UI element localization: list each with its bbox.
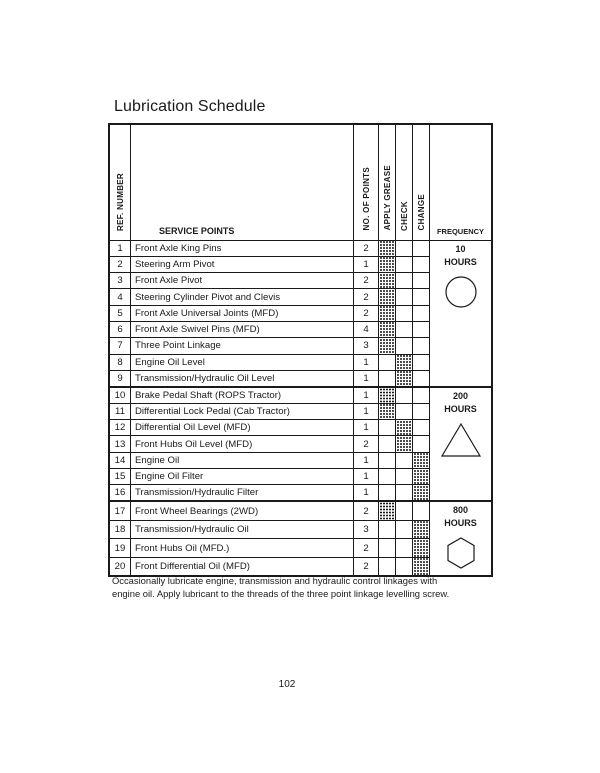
frequency-value: 800: [452, 505, 469, 516]
header-no-of-points-label: NO. OF POINTS: [361, 167, 371, 231]
change-cell: [413, 469, 430, 485]
frequency-cell: [430, 240, 493, 387]
no-of-points-cell: 2: [354, 305, 379, 321]
apply-grease-cell: [379, 273, 396, 289]
header-change-label: CHANGE: [416, 194, 426, 231]
ref-number-cell: 10: [109, 387, 131, 404]
frequency-value: 200: [452, 390, 469, 401]
check-cell: [396, 501, 413, 520]
check-cell: [396, 469, 413, 485]
service-point-cell: Steering Cylinder Pivot and Clevis: [131, 289, 354, 305]
service-point-cell: Transmission/Hydraulic Oil Level: [131, 370, 354, 387]
ref-number-cell: 5: [109, 305, 131, 321]
ref-number-cell: 11: [109, 403, 131, 419]
lubrication-schedule-table: [108, 123, 493, 577]
change-cell: [413, 420, 430, 436]
table-row: [109, 387, 492, 404]
check-cell: [396, 289, 413, 305]
apply-grease-cell: [379, 289, 396, 305]
header-frequency: FREQUENCY: [430, 124, 493, 240]
ref-number-cell: 8: [109, 354, 131, 370]
no-of-points-cell: 2: [354, 273, 379, 289]
ref-number-cell: 2: [109, 256, 131, 272]
check-cell: [396, 387, 413, 404]
change-cell: [413, 240, 430, 256]
apply-grease-cell: [379, 240, 396, 256]
no-of-points-cell: 1: [354, 370, 379, 387]
change-cell: [413, 387, 430, 404]
no-of-points-cell: 2: [354, 240, 379, 256]
change-cell: [413, 403, 430, 419]
frequency-unit: HOURS: [444, 256, 477, 267]
change-cell: [413, 338, 430, 354]
no-of-points-cell: 3: [354, 520, 379, 539]
no-of-points-cell: 1: [354, 420, 379, 436]
table-body: [109, 240, 492, 576]
no-of-points-cell: 4: [354, 321, 379, 337]
apply-grease-cell: [379, 256, 396, 272]
header-no-of-points: [354, 124, 379, 240]
frequency-unit: HOURS: [444, 518, 477, 529]
service-point-cell: Steering Arm Pivot: [131, 256, 354, 272]
service-point-cell: Front Axle Pivot: [131, 273, 354, 289]
ref-number-cell: 18: [109, 520, 131, 539]
apply-grease-cell: [379, 501, 396, 520]
apply-grease-cell: [379, 436, 396, 452]
ref-number-cell: 20: [109, 557, 131, 576]
apply-grease-cell: [379, 539, 396, 558]
apply-grease-cell: [379, 403, 396, 419]
ref-number-cell: 6: [109, 321, 131, 337]
apply-grease-cell: [379, 420, 396, 436]
change-cell: [413, 501, 430, 520]
no-of-points-cell: 1: [354, 469, 379, 485]
service-point-cell: Differential Lock Pedal (Cab Tractor): [131, 403, 354, 419]
change-cell: [413, 321, 430, 337]
header-apply-grease-label: APPLY GREASE: [382, 165, 392, 231]
no-of-points-cell: 1: [354, 403, 379, 419]
no-of-points-cell: 1: [354, 354, 379, 370]
apply-grease-cell: [379, 305, 396, 321]
service-point-cell: Front Axle Universal Joints (MFD): [131, 305, 354, 321]
check-cell: [396, 256, 413, 272]
no-of-points-cell: 2: [354, 557, 379, 576]
triangle-icon: [430, 422, 491, 463]
apply-grease-cell: [379, 452, 396, 468]
change-cell: [413, 436, 430, 452]
header-service-points: SERVICE POINTS: [131, 124, 354, 240]
ref-number-cell: 19: [109, 539, 131, 558]
page-title: Lubrication Schedule: [114, 98, 266, 115]
service-point-cell: Transmission/Hydraulic Oil: [131, 520, 354, 539]
change-cell: [413, 273, 430, 289]
ref-number-cell: 16: [109, 485, 131, 502]
no-of-points-cell: 2: [354, 539, 379, 558]
no-of-points-cell: 1: [354, 485, 379, 502]
header-check-label: CHECK: [399, 200, 409, 231]
frequency-cell: [430, 387, 493, 501]
service-point-cell: Front Axle King Pins: [131, 240, 354, 256]
check-cell: [396, 403, 413, 419]
header-ref-number: [109, 124, 131, 240]
frequency-value: 10: [455, 243, 466, 254]
service-point-cell: Front Differential Oil (MFD): [131, 557, 354, 576]
header-ref-number-label: REF. NUMBER: [115, 172, 125, 231]
page-number: 102: [278, 679, 296, 690]
check-cell: [396, 338, 413, 354]
ref-number-cell: 3: [109, 273, 131, 289]
no-of-points-cell: 1: [354, 387, 379, 404]
no-of-points-cell: 1: [354, 452, 379, 468]
ref-number-cell: 17: [109, 501, 131, 520]
service-point-cell: Front Wheel Bearings (2WD): [131, 501, 354, 520]
hexagon-icon: [430, 536, 491, 575]
no-of-points-cell: 2: [354, 436, 379, 452]
change-cell: [413, 485, 430, 502]
apply-grease-cell: [379, 485, 396, 502]
table-row: [109, 501, 492, 520]
footnote: Occasionally lubricate engine, transmission and hydraulic control linkages with engine oil. Apply lubricant to the threads of the three point linkage levelling screw.: [112, 575, 450, 600]
check-cell: [396, 539, 413, 558]
service-point-cell: Front Hubs Oil Level (MFD): [131, 436, 354, 452]
header-apply-grease: [379, 124, 396, 240]
service-point-cell: Engine Oil Level: [131, 354, 354, 370]
service-point-cell: Brake Pedal Shaft (ROPS Tractor): [131, 387, 354, 404]
circle-icon: [430, 275, 491, 314]
service-point-cell: Transmission/Hydraulic Filter: [131, 485, 354, 502]
ref-number-cell: 15: [109, 469, 131, 485]
check-cell: [396, 520, 413, 539]
check-cell: [396, 436, 413, 452]
change-cell: [413, 256, 430, 272]
change-cell: [413, 539, 430, 558]
frequency-unit: HOURS: [444, 403, 477, 414]
ref-number-cell: 12: [109, 420, 131, 436]
check-cell: [396, 420, 413, 436]
change-cell: [413, 305, 430, 321]
header-change: [413, 124, 430, 240]
service-point-cell: Engine Oil: [131, 452, 354, 468]
apply-grease-cell: [379, 370, 396, 387]
check-cell: [396, 485, 413, 502]
ref-number-cell: 13: [109, 436, 131, 452]
no-of-points-cell: 2: [354, 501, 379, 520]
check-cell: [396, 240, 413, 256]
service-point-cell: Engine Oil Filter: [131, 469, 354, 485]
change-cell: [413, 452, 430, 468]
service-point-cell: Three Point Linkage: [131, 338, 354, 354]
apply-grease-cell: [379, 354, 396, 370]
change-cell: [413, 370, 430, 387]
no-of-points-cell: 3: [354, 338, 379, 354]
service-point-cell: Differential Oil Level (MFD): [131, 420, 354, 436]
no-of-points-cell: 1: [354, 256, 379, 272]
service-point-cell: Front Axle Swivel Pins (MFD): [131, 321, 354, 337]
apply-grease-cell: [379, 338, 396, 354]
check-cell: [396, 321, 413, 337]
apply-grease-cell: [379, 469, 396, 485]
frequency-cell: [430, 501, 493, 576]
change-cell: [413, 289, 430, 305]
no-of-points-cell: 2: [354, 289, 379, 305]
check-cell: [396, 452, 413, 468]
check-cell: [396, 273, 413, 289]
service-point-cell: Front Hubs Oil (MFD.): [131, 539, 354, 558]
apply-grease-cell: [379, 520, 396, 539]
apply-grease-cell: [379, 387, 396, 404]
header-check: [396, 124, 413, 240]
ref-number-cell: 9: [109, 370, 131, 387]
check-cell: [396, 354, 413, 370]
table-row: [109, 240, 492, 256]
check-cell: [396, 305, 413, 321]
table-header-row: [109, 124, 492, 240]
ref-number-cell: 4: [109, 289, 131, 305]
ref-number-cell: 1: [109, 240, 131, 256]
ref-number-cell: 7: [109, 338, 131, 354]
change-cell: [413, 354, 430, 370]
apply-grease-cell: [379, 321, 396, 337]
change-cell: [413, 520, 430, 539]
ref-number-cell: 14: [109, 452, 131, 468]
check-cell: [396, 370, 413, 387]
